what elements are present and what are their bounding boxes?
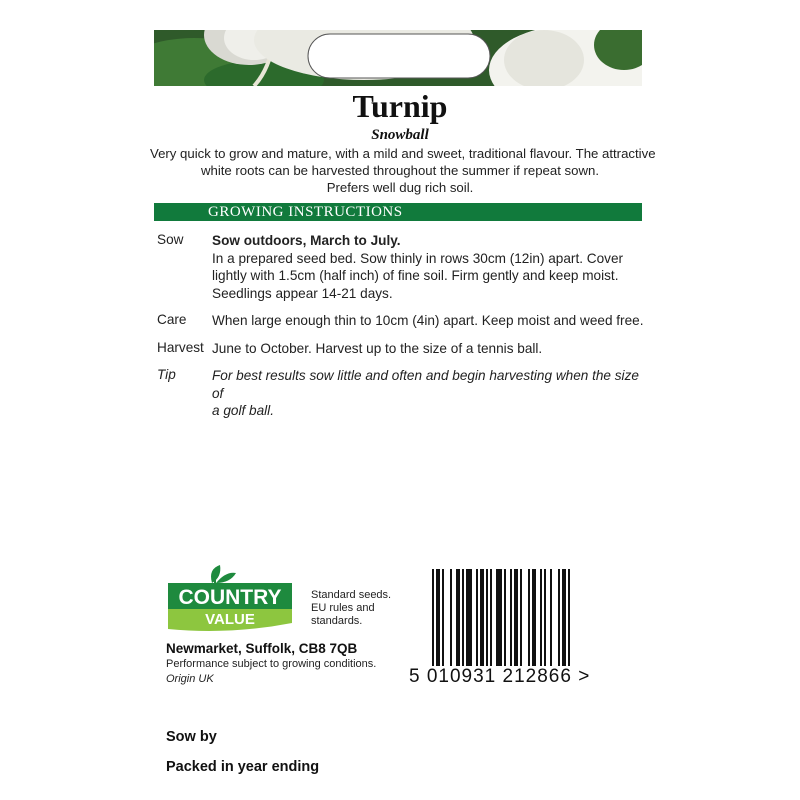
barcode-bar [432,569,434,666]
barcode-bar [476,569,478,666]
barcode [432,569,628,666]
product-description [150,146,656,196]
standard-note-line: EU rules and [311,602,375,614]
harvest-text: June to October. Harvest up to the size of a tennis ball. [212,340,543,356]
barcode-bar [532,569,536,666]
tip-line: a golf ball. [212,403,274,418]
tip-line: For best results sow little and often and begin harvesting when the size of [212,368,639,401]
barcode-bar [456,569,460,666]
origin-note: Origin UK [166,673,214,685]
tip-label: Tip [157,367,176,382]
harvest-label: Harvest [157,339,204,355]
barcode-number: 5 010931 212866 > [409,666,591,687]
description-line: white roots can be harvested throughout the summer if repeat sown. [200,162,600,178]
product-title: Turnip [352,88,448,124]
barcode-bar [544,569,546,666]
barcode-bar [480,569,484,666]
sow-line: In a prepared seed bed. Sow thinly in rows 30cm (12in) apart. Cover [212,250,624,266]
company-address: Newmarket, Suffolk, CB8 7QB [166,641,358,656]
product-variety: Snowball [371,127,429,143]
header-photo-banner [154,30,642,86]
sow-line: Seedlings appear 14-21 days. [212,285,393,301]
instruction-harvest [157,340,647,358]
instruction-care [157,312,647,330]
barcode-bar [466,569,472,666]
section-heading-bar [154,203,642,221]
barcode-bar [520,569,522,666]
performance-note: Performance subject to growing conditions. [166,658,377,670]
barcode-bar [558,569,560,666]
care-label: Care [157,312,187,327]
care-text: When large enough thin to 10cm (4in) apart. Keep moist and weed free. [212,313,644,328]
instruction-sow [157,232,647,302]
packed-label: Packed in year ending [166,759,320,775]
barcode-bar [540,569,542,666]
standard-note-line: standards. [311,615,363,627]
barcode-bar [528,569,530,666]
description-line: Very quick to grow and mature, with a mild and sweet, traditional flavour. The attractive [150,146,656,161]
barcode-bar [550,569,552,666]
barcode-bar [562,569,566,666]
sow-label: Sow [157,232,184,247]
barcode-bar [568,569,570,666]
sow-lead: Sow outdoors, March to July. [212,233,401,248]
sow-by-label: Sow by [166,729,217,745]
sow-line: lightly with 1.5cm (half inch) of fine soil. Firm gently and keep moist. [212,268,619,283]
barcode-bar [436,569,440,666]
barcode-bar [496,569,502,666]
standard-seeds-note [311,589,401,628]
barcode-bar [486,569,488,666]
barcode-bar [442,569,444,666]
brand-name-top: COUNTRY [178,586,282,609]
barcode-bar [514,569,518,666]
standard-note-line: Standard seeds. [311,589,392,601]
barcode-bar [450,569,452,666]
barcode-bar [504,569,506,666]
description-line: Prefers well dug rich soil. [326,179,474,195]
brand-name-bottom: VALUE [205,611,255,628]
instruction-tip [157,367,647,420]
growing-instructions [157,232,647,430]
section-heading: GROWING INSTRUCTIONS [208,204,403,220]
leaf-icon [211,565,236,585]
barcode-bar [490,569,492,666]
barcode-bar [462,569,464,666]
country-value-logo [168,563,292,631]
barcode-bar [510,569,512,666]
